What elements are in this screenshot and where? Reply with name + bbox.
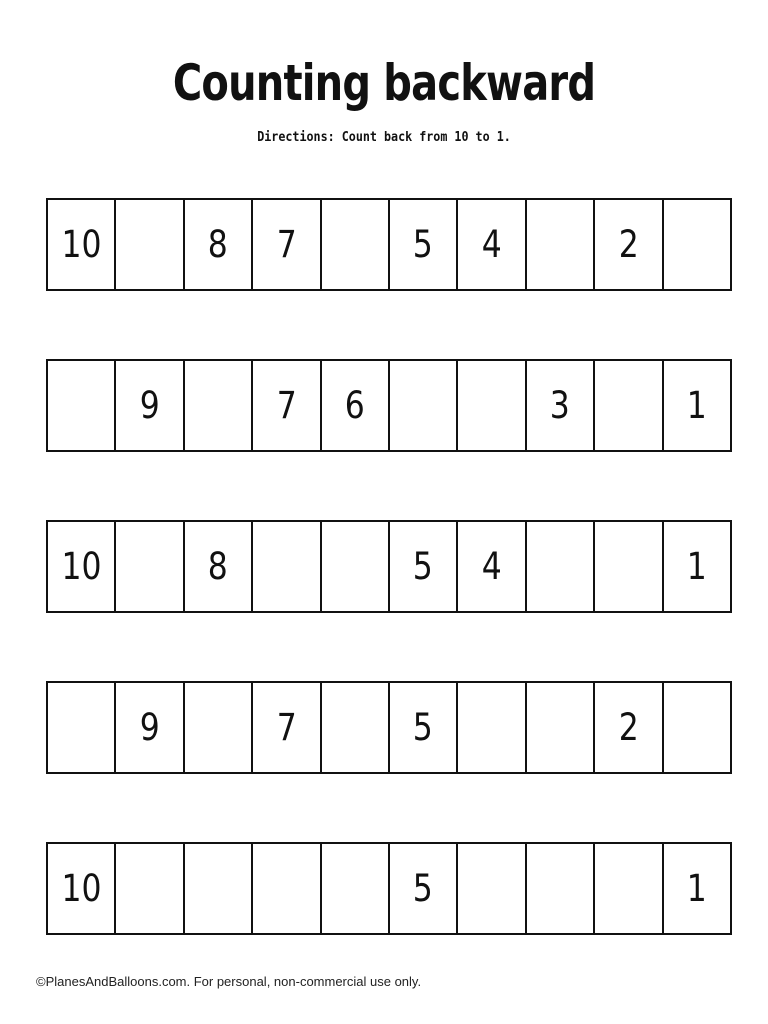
cell-number: 9 (139, 384, 160, 427)
number-cell[interactable] (116, 361, 184, 450)
cell-number: 4 (481, 223, 502, 266)
number-cell[interactable] (48, 522, 116, 611)
cell-number: 2 (618, 223, 639, 266)
number-cell[interactable] (253, 522, 321, 611)
number-cell[interactable] (595, 200, 663, 289)
number-cell[interactable] (458, 200, 526, 289)
number-cell[interactable] (253, 361, 321, 450)
number-cell[interactable] (116, 522, 184, 611)
number-cell[interactable] (595, 683, 663, 772)
number-cell[interactable] (116, 200, 184, 289)
number-cell[interactable] (322, 522, 390, 611)
number-row-2 (46, 359, 732, 452)
number-cell[interactable] (322, 844, 390, 933)
number-cell[interactable] (458, 683, 526, 772)
cell-number: 1 (686, 545, 707, 588)
number-cell[interactable] (253, 683, 321, 772)
number-cell[interactable] (527, 683, 595, 772)
cell-number: 8 (208, 223, 229, 266)
directions-text: Directions: Count back from 10 to 1. (257, 130, 511, 145)
cell-number: 5 (413, 223, 434, 266)
number-row-3 (46, 520, 732, 613)
number-cell[interactable] (185, 844, 253, 933)
number-cell[interactable] (185, 683, 253, 772)
cell-number: 10 (61, 867, 102, 910)
number-cell[interactable] (322, 361, 390, 450)
cell-number: 3 (550, 384, 571, 427)
cell-number: 4 (481, 545, 502, 588)
number-cell[interactable] (390, 683, 458, 772)
number-cell[interactable] (253, 200, 321, 289)
number-cell[interactable] (185, 361, 253, 450)
number-cell[interactable] (458, 522, 526, 611)
number-cell[interactable] (664, 683, 730, 772)
cell-number: 7 (276, 223, 297, 266)
cell-number: 5 (413, 867, 434, 910)
number-cell[interactable] (116, 683, 184, 772)
number-cell[interactable] (527, 844, 595, 933)
number-cell[interactable] (390, 522, 458, 611)
number-cell[interactable] (390, 200, 458, 289)
number-cell[interactable] (664, 200, 730, 289)
cell-number: 7 (276, 706, 297, 749)
cell-number: 9 (139, 706, 160, 749)
number-cell[interactable] (116, 844, 184, 933)
number-cell[interactable] (390, 361, 458, 450)
number-cell[interactable] (527, 361, 595, 450)
cell-number: 7 (276, 384, 297, 427)
cell-number: 10 (61, 545, 102, 588)
number-row-4 (46, 681, 732, 774)
number-cell[interactable] (664, 844, 730, 933)
number-cell[interactable] (595, 361, 663, 450)
cell-number: 5 (413, 706, 434, 749)
number-cell[interactable] (664, 522, 730, 611)
number-cell[interactable] (48, 844, 116, 933)
number-cell[interactable] (48, 361, 116, 450)
number-cell[interactable] (595, 844, 663, 933)
worksheet-title: Counting backward (172, 54, 596, 112)
number-cell[interactable] (48, 683, 116, 772)
cell-number: 10 (61, 223, 102, 266)
number-row-5 (46, 842, 732, 935)
cell-number: 8 (208, 545, 229, 588)
number-cell[interactable] (185, 200, 253, 289)
number-cell[interactable] (322, 200, 390, 289)
number-cell[interactable] (322, 683, 390, 772)
cell-number: 1 (686, 384, 707, 427)
number-cell[interactable] (595, 522, 663, 611)
number-cell[interactable] (185, 522, 253, 611)
cell-number: 2 (618, 706, 639, 749)
number-row-1 (46, 198, 732, 291)
number-cell[interactable] (48, 200, 116, 289)
number-cell[interactable] (458, 844, 526, 933)
number-cell[interactable] (390, 844, 458, 933)
number-cell[interactable] (664, 361, 730, 450)
number-cell[interactable] (253, 844, 321, 933)
cell-number: 5 (413, 545, 434, 588)
number-cell[interactable] (527, 522, 595, 611)
copyright-footer: ©PlanesAndBalloons.com. For personal, non-commercial use only. (36, 974, 422, 989)
cell-number: 6 (344, 384, 365, 427)
cell-number: 1 (686, 867, 707, 910)
number-cell[interactable] (527, 200, 595, 289)
number-cell[interactable] (458, 361, 526, 450)
